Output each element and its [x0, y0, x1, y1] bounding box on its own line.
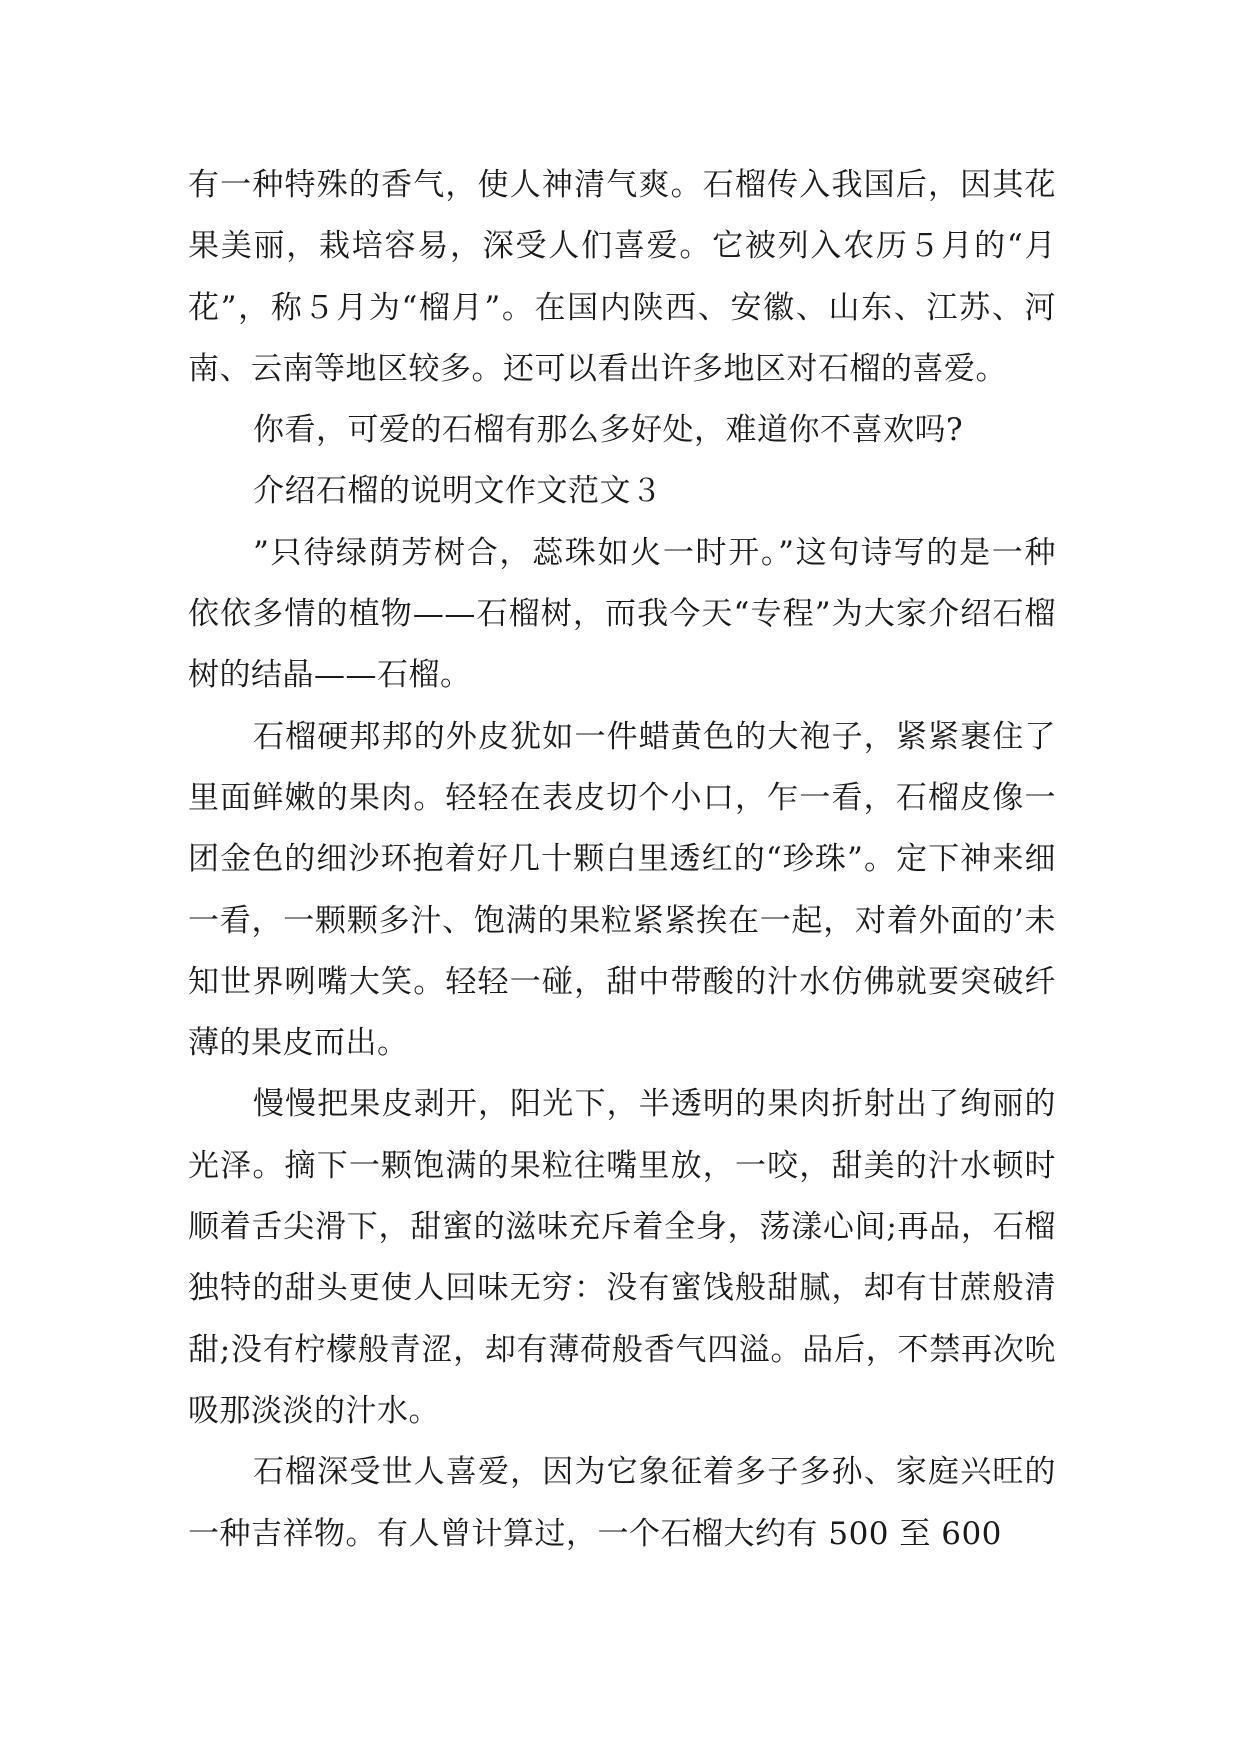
paragraph-2: 你看，可爱的石榴有那么多好处，难道你不喜欢吗?	[253, 412, 964, 449]
paragraph-1: 有一种特殊的香气，使人神清气爽。石榴传入我国后，因其花果美丽，栽培容易，深受人们喜爱。它被列入农历５月的“月花”，称５月为“榴月”。在国内陕西、安徽、山东、江苏、河南、云南等地区较多。还可以看出许多地区对石榴的喜爱。	[188, 167, 1056, 387]
section-heading: 介绍石榴的说明文作文范文３	[253, 473, 663, 510]
paragraph-5: 慢慢把果皮剥开，阳光下，半透明的果肉折射出了绚丽的光泽。摘下一颗饱满的果粒往嘴里放，一咬，甜美的汁水顿时顺着舌尖滑下，甜蜜的滋味充斥着全身，荡漾心间;再品，石榴独特的甜头更使人回味无穷：没有蜜饯般甜腻，却有甘蔗般清甜;没有柠檬般青涩，却有薄荷般香气四溢。品后，不禁再次吮吸那淡淡的汁水。	[188, 1086, 1056, 1429]
body-text	[188, 155, 1056, 1565]
paragraph-6: 石榴深受世人喜爱，因为它象征着多子多孙、家庭兴旺的一种吉祥物。有人曾计算过，一个石榴大约有 500 至 600	[188, 1454, 1056, 1552]
paragraph-3: ”只待绿荫芳树合，蕊珠如火一时开。”这句诗写的是一种依依多情的植物——石榴树，而我今天“专程”为大家介绍石榴树的结晶——石榴。	[188, 534, 1056, 694]
paragraph-4: 石榴硬邦邦的外皮犹如一件蜡黄色的大袍子，紧紧裹住了里面鲜嫩的果肉。轻轻在表皮切个小口，乍一看，石榴皮像一团金色的细沙环抱着好几十颗白里透红的“珍珠”。定下神来细一看，一颗颗多汁、饱满的果粒紧紧挨在一起，对着外面的’未知世界咧嘴大笑。轻轻一碰，甜中带酸的汁水仿佛就要突破纤薄的果皮而出。	[188, 718, 1056, 1062]
